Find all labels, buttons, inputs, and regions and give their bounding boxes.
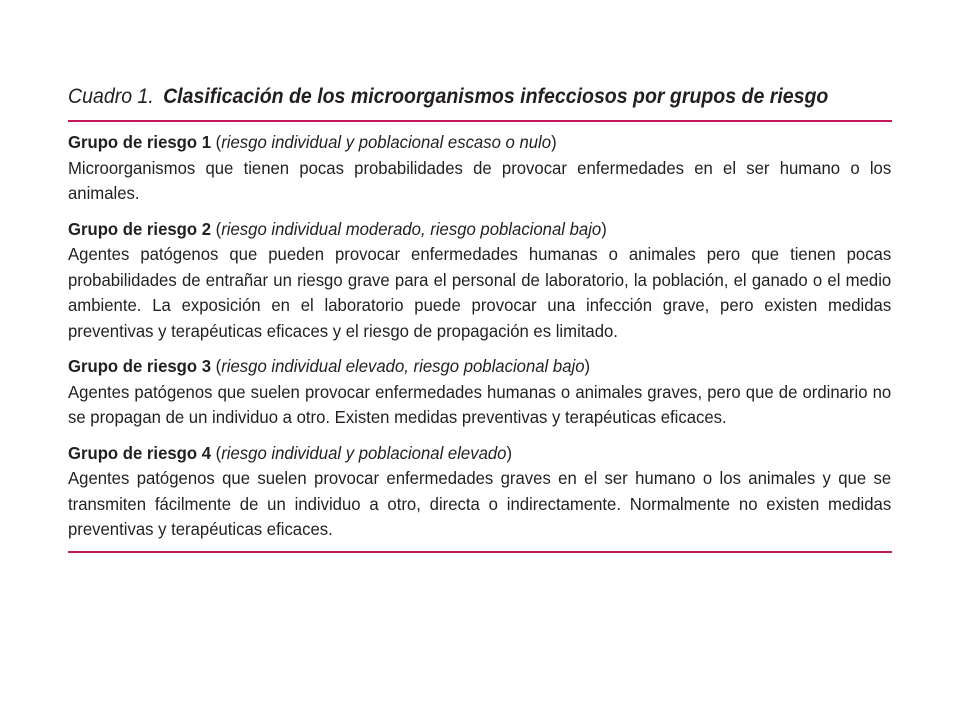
- risk-group-name: Grupo de riesgo 4: [68, 442, 212, 463]
- close-paren: ): [584, 356, 591, 376]
- risk-group-heading: [68, 441, 891, 467]
- risk-group-name: Grupo de riesgo 2: [68, 218, 212, 239]
- risk-group-qualifier: riesgo individual y poblacional elevado: [221, 442, 507, 463]
- risk-group-heading: [68, 130, 891, 156]
- risk-group-heading: [68, 354, 891, 380]
- risk-group-1: [68, 130, 892, 207]
- risk-group-description: Agentes patógenos que suelen provocar enfermedades humanas o animales graves, pero que de ordinario no se propagan de un individuo a otro. Existen medidas preventivas y terapéuticas eficaces.: [68, 381, 892, 427]
- open-paren: (: [211, 442, 222, 463]
- classification-table: [68, 82, 892, 553]
- risk-group-name: Grupo de riesgo 1: [68, 132, 212, 152]
- top-divider: [68, 120, 892, 122]
- risk-group-3: [68, 354, 892, 431]
- risk-group-qualifier: riesgo individual moderado, riesgo poblacional bajo: [221, 218, 602, 239]
- risk-group-list: [68, 130, 892, 543]
- risk-group-name: Grupo de riesgo 3: [68, 356, 212, 376]
- risk-group-heading: [68, 217, 891, 243]
- risk-group-description: Agentes patógenos que pueden provocar enfermedades humanas o animales pero que tienen pocas probabilidades de entrañar un riesgo grave para el personal de laboratorio, la población, el ganado o el medio ambiente. La exposición en el laboratorio puede provocar una infección grave, pero existen medidas preventivas y terapéuticas eficaces y el riesgo de propagación es limitado.: [68, 244, 892, 341]
- open-paren: (: [211, 218, 222, 239]
- table-caption: [68, 82, 834, 112]
- caption-title: Clasificación de los microorganismos infecciosos por grupos de riesgo: [163, 85, 829, 108]
- close-paren: ): [551, 132, 557, 152]
- risk-group-qualifier: riesgo individual elevado, riesgo poblacional bajo: [221, 356, 585, 376]
- close-paren: ): [506, 442, 513, 463]
- risk-group-2: [68, 217, 892, 345]
- risk-group-description: Agentes patógenos que suelen provocar enfermedades graves en el ser humano o los animales y que se transmiten fácilmente de un individuo a otro, directa o indirectamente. Normalmente no existen medidas preventivas y terapéuticas eficaces.: [68, 468, 892, 539]
- risk-group-4: [68, 441, 892, 543]
- close-paren: ): [601, 218, 607, 239]
- caption-label: Cuadro 1.: [68, 85, 154, 108]
- risk-group-qualifier: riesgo individual y poblacional escaso o nulo: [221, 132, 552, 152]
- risk-group-description: Microorganismos que tienen pocas probabilidades de provocar enfermedades en el ser humano o los animales.: [68, 157, 892, 203]
- bottom-divider: [68, 551, 892, 553]
- open-paren: (: [211, 356, 222, 376]
- open-paren: (: [211, 132, 222, 152]
